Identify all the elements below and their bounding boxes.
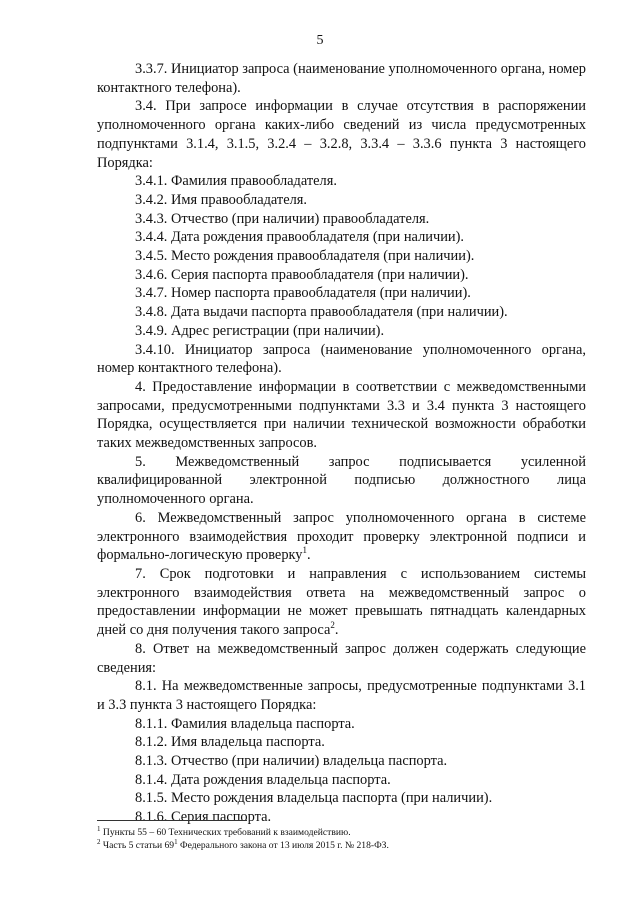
paragraph-3-4-4: 3.4.4. Дата рождения правообладателя (при наличии). [135, 229, 464, 246]
paragraph-4: 4. Предоставление информации в соответствии с межведомственными запросами, предусмотренными подпунктами 3.3 и 3.4 пункта 3 настоящего Порядка, осуществляется при наличии технической возможности обработки таких межведомственных запросов. [97, 378, 586, 452]
paragraph-8-1-1: 8.1.1. Фамилия владельца паспорта. [135, 715, 355, 732]
paragraph-3-3-7: 3.3.7. Инициатор запроса (наименование уполномоченного органа, номер контактного телефона). [97, 61, 586, 96]
paragraph-7-text: 7. Срок подготовки и направления с использованием системы электронного взаимодействия ответа на межведомственный запрос о предоставлении информации не может превышать пятнадцать календарных дней со дня получения такого запроса [97, 565, 586, 639]
paragraph-3-4-5: 3.4.5. Место рождения правообладателя (при наличии). [135, 248, 475, 265]
paragraph-5: 5. Межведомственный запрос подписывается усиленной квалифицированной электронной подписью должностного лица уполномоченного органа. [97, 453, 586, 508]
paragraph-7-tail: . [334, 622, 339, 639]
paragraph-3-4-1: 3.4.1. Фамилия правообладателя. [135, 173, 337, 190]
page-number: 5 [316, 33, 324, 48]
document-body [97, 60, 586, 827]
paragraph-8-1-5: 8.1.5. Место рождения владельца паспорта (при наличии). [135, 790, 493, 807]
paragraph-3-4-7: 3.4.7. Номер паспорта правообладателя (при наличии). [135, 285, 471, 302]
paragraph-6 [97, 509, 586, 565]
paragraph-3-4-8: 3.4.8. Дата выдачи паспорта правообладателя (при наличии). [135, 304, 508, 321]
footnote-ref-1: 1 [302, 545, 308, 556]
footnote-2-text: Часть 5 статьи 69 [100, 840, 175, 851]
footnote-2-article-sup: 1 [174, 837, 178, 846]
paragraph-8-1-2: 8.1.2. Имя владельца паспорта. [135, 734, 325, 751]
footnote-1-text: Пункты 55 – 60 Технических требований к взаимодействию. [100, 827, 351, 838]
paragraph-3-4-9: 3.4.9. Адрес регистрации (при наличии). [135, 322, 385, 339]
paragraph-8-1-4: 8.1.4. Дата рождения владельца паспорта. [135, 771, 391, 788]
paragraph-8-1-3: 8.1.3. Отчество (при наличии) владельца паспорта. [135, 753, 448, 770]
paragraph-8-1-6: 8.1.6. Серия паспорта. [135, 809, 272, 826]
paragraph-3-4-10: 3.4.10. Инициатор запроса (наименование уполномоченного органа, номер контактного телефона). [97, 341, 586, 377]
paragraph-8-1: 8.1. На межведомственные запросы, предусмотренные подпунктами 3.1 и 3.3 пункта 3 настоящего Порядка: [97, 678, 586, 713]
paragraph-3-4-6: 3.4.6. Серия паспорта правообладателя (при наличии). [135, 266, 469, 283]
paragraph-6-text: 6. Межведомственный запрос уполномоченного органа в системе электронного взаимодействия проходит проверку электронной подписи и формально-логическую проверку [97, 509, 586, 564]
footnotes [97, 826, 586, 852]
footnote-1-mark: 1 [97, 824, 101, 833]
footnote-2-mark: 2 [97, 837, 101, 846]
paragraph-3-4: 3.4. При запросе информации в случае отсутствия в распоряжении уполномоченного органа каких-либо сведений из числа предусмотренных подпунктами 3.1.4, 3.1.5, 3.2.4 – 3.2.8, 3.3.4 – 3.3.6 пункта 3 настоящего Порядка: [97, 98, 586, 171]
paragraph-6-tail: . [307, 547, 311, 564]
paragraph-7 [97, 565, 586, 640]
footnote-divider [97, 820, 247, 821]
paragraph-3-4-3: 3.4.3. Отчество (при наличии) правообладателя. [135, 210, 430, 227]
footnote-2-tail: Федерального закона от 13 июля 2015 г. № 218-ФЗ. [177, 840, 389, 851]
footnote-ref-2: 2 [330, 620, 335, 631]
footnote-2 [97, 839, 586, 852]
footnote-1 [97, 826, 586, 839]
paragraph-8: 8. Ответ на межведомственный запрос должен содержать следующие сведения: [97, 640, 586, 676]
paragraph-3-4-2: 3.4.2. Имя правообладателя. [135, 191, 308, 208]
